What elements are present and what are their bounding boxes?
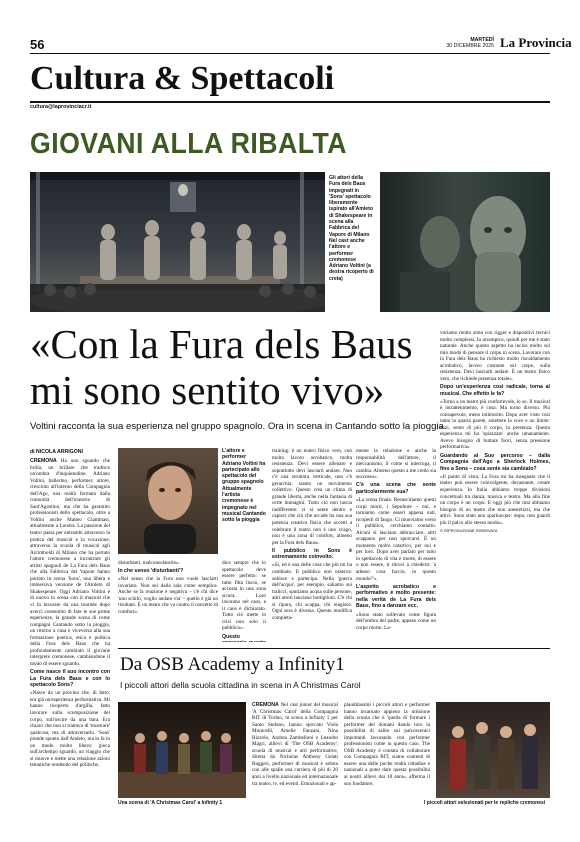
col5-paragraph-3: «Il punto di vista. La Fura mi ha insegnato che il teatro può essere coinvolgente, devastante, creare esperienza. In Italia abbiamo troppe divisioni concettuali tra danza, musica e teatro. Ma alla fine un corpo è un corpo. E oggi più che mai abbiamo bisogno di un teatro che non anestetizzi, ma che attivi. Sono stato uno spartiacque: dopo, non guardi più il palco allo stesso modo». <box>440 473 550 526</box>
issue-date: 30 DICEMBRE 2025 <box>446 43 494 49</box>
young-actors-caption: I piccoli attori selezionati per le repliche cremonesi <box>424 800 546 806</box>
article-column-4 <box>356 448 436 644</box>
col2-paragraph-2: «Nel senso che la Fura non vuole lasciarti invariato. Non sei dalla sala come semplice. Anche se la reazione è negativa – c'è chi dice 'uno schifo, voglio andare via' – quello è già un risultato. È un teatro che va contro il concetto di comfort». <box>118 576 218 616</box>
headline-line-1: «Con la Fura dels Baus <box>30 321 413 367</box>
osb-column-2 <box>344 702 430 838</box>
masthead-logo: La Provincia <box>500 35 572 50</box>
osb-title: Da OSB Academy a Infinity1 <box>120 654 345 675</box>
byline: di NICOLA ARRIGONI <box>30 449 83 455</box>
issue-day: MARTEDÌ <box>470 37 494 43</box>
col4-paragraph-2: «La scena finale. Resuscitiamo questi corpi morti, i Sepulture – noi, e torniamo come esseri appena nati, ricoperti di fango. Ci muoviamo verso il pubblico, cerchiamo contatto. Alcuni si lasciano abbracciare, altri scappano per non sporcarsi. È un momento molto catartico, per noi e per loro. Dopo aver parlato per tutto lo spettacolo di vita e morte, di essere o non essere, ti ritrovi a chiederti: 'a adesso cosa faccio, in questo mondo?'». <box>356 497 436 582</box>
copyright-note: © RIPRODUZIONE RISERVATA <box>440 527 498 533</box>
osb-dateline: CREMONA <box>252 702 279 708</box>
young-actors-illustration <box>436 702 550 798</box>
col4-paragraph-1: mente la relazione e anche la responsabilità dell'attore, il meccanismo, il come si interroga, ti cambia. Almeno questo a me credo sia successo». <box>356 448 436 481</box>
young-actors-photo <box>436 702 550 798</box>
col5-paragraph-2: «Torno a un teatro più confortevole, lo so. Il musical è intrattenimento, è cosa. Ma torno diverso. Più consapevole, meno intimorito. Dopo aver visto così tanto la quarta parete, smettere la voce e un limite: anzi, sento di più il corpo, la presenza. Questa esperienza mi ha 'spiazzato' anche umanamente. Avevo bisogno di buttare fuori, senza pressione performativa». <box>440 398 550 451</box>
portrait-caption: L'attore e performer Adriano Voltini ha partecipato allo spettacolo del gruppo spagnolo Attualmente l'artista cremonese è impegnato nel musical Cantando sotto la pioggia <box>222 448 266 524</box>
dateline: CREMONA <box>30 458 57 464</box>
osb-paragraph-2: plauditissimi i piccoli attori e performer hanno incarnato appieno la missione della scuola che è 'quella di formare i performer del domani dando loro la possibilità di salire sui palcoscenici importanti lavorando con performer professionisti come in questo caso. The OSB Academy è contata di collaborare con Compagnia BIT, siamo contenti di essere una delle poche realtà cittadine e nazionali a poter dare questa possibilità ai nostri allievi dai 10 anni», afferma il suo fondatore. <box>344 702 430 787</box>
article-column-2 <box>118 560 218 642</box>
stage-photo <box>30 172 325 312</box>
section-rule <box>30 101 550 103</box>
osb-subtitle: I piccoli attori della scuola cittadina in scena in A Christmas Carol <box>120 680 361 690</box>
col5-question-1: Dopo un'esperienza così radicale, torna al musical. Che effetto le fa? <box>440 383 550 397</box>
clay-face-illustration <box>380 172 550 312</box>
col1-paragraph-2: «Nasce da un provino che, di fatto, era già un'esperienza performativa. Mi hanno ricoperto d'argilla, fatto lavorare sulla scomposizione del corpo, sull'uscire da una bara. Era chiaro che non si trattava di 'mostrare' qualcosa, ma di attraversarlo. 'Sons' prende spunto dall'Amleto, ma lo fa in un modo molto libero: gioca sull'archetipo sguardo, un viaggio che si muove e mette una relazione azioni tematiche rendendo del politiche, <box>30 690 110 769</box>
col3-question-1: Il pubblico in Sons è estremamente coinvolto. <box>272 547 352 561</box>
stage-scene-illustration <box>30 172 325 312</box>
header-rule <box>30 53 550 54</box>
portrait-illustration <box>118 448 218 554</box>
osb-box-rule <box>118 648 550 649</box>
col5-question-2: Guardando al Suo percorso – dalla Compagnia dell'Ago a Sherlock Holmes, fino a Sons – cosa sente sia cambiato? <box>440 452 550 472</box>
christmas-carol-scene-illustration <box>118 702 246 798</box>
article-column-5 <box>440 330 550 645</box>
portrait-photo <box>118 448 218 554</box>
col1-question-1: Come nasce il suo incontro con La Fura dels Baus e con lo spettacolo Sons? <box>30 669 110 689</box>
col4-question-2: L'aspetto acrobatico e performativo è molto presente: nella verità de La Fura dels Baus, fino a danzare ecc. <box>356 583 436 610</box>
col4-question-1: C'è una scena che sente particolarmente sua? <box>356 482 436 495</box>
headline-line-2: mi sono sentito vivo» <box>30 367 385 413</box>
col2-question-2: Questo <box>222 633 240 640</box>
col2-paragraph-3: dice sempre che lo spettacolo deve essere perfetto: se tutto filta liscio, se accosta in una zona sicura. Loro lavorano nel caos, e il caos è dichiarato. Tutto ciò mette in crisi non solo il pubblico». <box>222 560 266 632</box>
christmas-carol-scene-caption: Una scena di 'A Christmas Carol' a Infinity 1 <box>118 800 223 806</box>
osb-column-1 <box>252 702 338 838</box>
stage-photo-caption: Gli attori della Fura dels Baus impegnati in 'Sons' spettacolo liberamente ispirato all'Amleto di Shakespeare in scena alla Fabbrica del Vapore di Milano Nel cast anche l'attore e performer cremonese Adriano Voltini (a destra ricoperto di creta) <box>329 175 374 282</box>
col3-paragraph-2: «Sì, ed è una delle cose che più mi ha cambiato. Il pubblico non osserva: subisce e partecipa. Nella 'guerra dell'acqua', per esempio, saliamo sui tralicci, sputiamo acqua sulle persone, altri attori lanciano bottiglioni. C'è chi si ripara, chi scappa, chi reagisce. Ogni sera è diversa. Questo modifica completa- <box>272 562 352 621</box>
col4-paragraph-3: «Sono stato sollevato come figura dell'ombra del padre, appeso come un corpo morto. La- <box>356 611 436 631</box>
col2-question-1: In che senso 'disturbanti'? <box>118 568 184 575</box>
article-column-3 <box>272 448 352 644</box>
col1-paragraph-1: Ha uno sguardo che brilla, un brillare che tradisce un'ombra d'inquietudine. Adriano Voltini, ballerino, performer, attore, cresciuto all'interno della Compagnia dell'Ago, una realtà formata dalla comunità dell'oratorio di Sant'Agostino, ma che ha garantito professionisti dello spettacolo, oltre a Voltini anche Matteo Giambiasi, attualmente a Londra. La passione del teatro passa per entrambi attraverso la pratica del musical e la vocazione, attraverso la scuola di musical agli Arcimboldi di Milano che ha portato l'attore cremonese a incontrare gli artisti spagnoli de La Fura dels Baus che alla Fabbrica del Vapore hanno portato in scena 'Sons', una libera e immersiva versione de l'Amleto di Shakespeare. Oggi Adriano Voltini è di nuovo in scena con il musical che vi fa lavorare da una tournée dopo averci consentito di fare le sue prime esperienze, la grande scena di come compagni Cantando sotto la pioggia, un ritorno a casa e viceversa alla sua formazione poetica, etica e politica della Fura dels Baus che ha profondamente cambiato il giovane interprete cremonese, cambiandone il modo di essere sguardo. <box>30 458 110 667</box>
page-number: 56 <box>30 37 45 52</box>
osb-paragraph-1: Nel cast junior del musical 'A Christmas Carol' della Compagnia BIT di Torino, in scena a Infinity 1 per Santo Stefano, hanno spiccato Viola Monicelli, Amelie Fanzani, Nina Rizzolo, Andrea Zambelloni e Leandro Magri, allievi di 'The OSB Academy', scuola di musical e arti performative, diretta da Nicholas Anthony Gelati Ruggeri, performer di musical e artista con alle spalle una carriera di più di 20 anni a livello nazionale ed internazionale tra teatro, tv, ed eventi. Emozionati e ap- <box>252 702 338 787</box>
col5-paragraph-1: voriamo molto simo con rigger e dispositivi tecnici molto complessi. Io arrampico, quindi per me è stato naturale. Anche questo aspetto ha inciso molto sul mio modo di pensare il corpo in scena. Lavorare con la Fura dels Baus ha richiesto molto riscaldamento acrobatico, lavoro costante sul corpo, sulla resistenza. Devi lasciarti andare. È un teatro fisico vero, che richiede presenza totale». <box>440 330 550 382</box>
subheadline: Voltini racconta la sua esperienza nel gruppo spagnolo. Ora in scena in Cantando sotto la pioggia <box>30 421 444 432</box>
christmas-carol-scene-photo <box>118 702 246 798</box>
col2-paragraph-1: disturbanti, malconsolatorie». <box>118 560 180 566</box>
clay-face-photo <box>380 172 550 312</box>
article-column-1 <box>30 458 110 838</box>
section-title: Cultura & Spettacoli <box>30 60 335 97</box>
col3-paragraph-1: training: è un teatro fisico vero, con molto lavoro acrobatico, molta resistenza. Devi essere allenato e soprattutto devi lasciarti andare. Non c'è una struttura verticale, non c'è gerarchia: siamo un movimento collettivo. Questo crea un clima di grande libertà, anche nella fantasia di certe immagini. Tutto ciò non lascia indifferente: ci si sente dentro e capisci che ciò che accade ha una sua potenza creativa fisica che accetti a celebrare il teatro non è uno svago, non è una zona di comfort, almeno per la Fura dels Baus». <box>272 448 352 546</box>
kicker-title: GIOVANI ALLA RIBALTA <box>30 128 347 160</box>
article-column-2b <box>222 560 266 642</box>
section-email: cultura@laprovinciacr.it <box>30 104 92 110</box>
